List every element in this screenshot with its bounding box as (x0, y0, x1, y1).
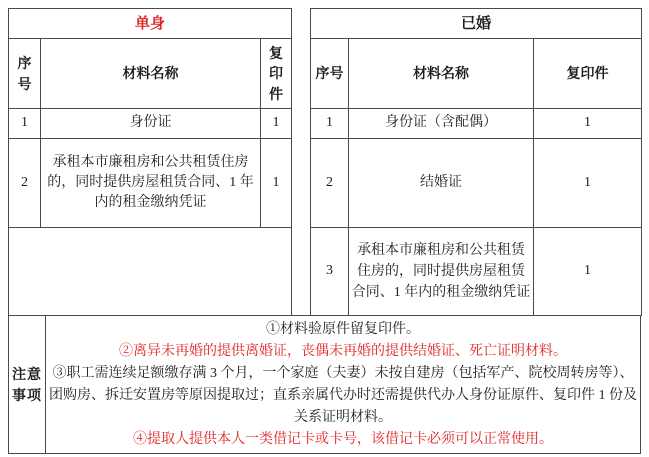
single-table-title: 单身 (9, 9, 292, 39)
notes-body (46, 316, 641, 454)
note-item-3: ③职工需连续足额缴存满 3 个月，一个家庭（夫妻）未按自建房（包括军产、院校周转房等）、团购房、拆迁安置房等原因提取过；直系亲属代办时还需提供代办人身份证原件、复印件 1 份及关系证明材料。 (49, 365, 637, 425)
row-index-cell: 1 (311, 109, 349, 139)
married-table-row-3 (311, 228, 642, 316)
notes-label: 注意事项 (9, 316, 46, 454)
single-table-empty-cell (9, 228, 292, 316)
material-name-cell: 身份证 (41, 109, 261, 139)
single-table-empty-row (9, 228, 292, 316)
copies-cell: 1 (261, 109, 292, 139)
single-table (8, 8, 292, 316)
single-table-row-2 (9, 139, 292, 228)
row-index-cell: 1 (9, 109, 41, 139)
note-item-2: ②离异未再婚的提供离婚证，丧偶未再婚的提供结婚证、死亡证明材料。 (119, 343, 567, 359)
single-col-header-index: 序号 (9, 39, 41, 109)
married-table-row-2 (311, 139, 642, 228)
material-name-cell: 结婚证 (349, 139, 534, 228)
material-name-cell: 身份证（含配偶） (349, 109, 534, 139)
married-table-row-1 (311, 109, 642, 139)
copies-cell: 1 (534, 139, 642, 228)
married-col-header-index: 序号 (311, 39, 349, 109)
single-table-header-row (9, 39, 292, 109)
note-item-4: ④提取人提供本人一类借记卡或卡号，该借记卡必须可以正常使用。 (133, 431, 553, 447)
row-index-cell: 2 (311, 139, 349, 228)
copies-cell: 1 (534, 228, 642, 316)
married-table-title-row (311, 9, 642, 39)
single-col-header-copies: 复印件 (261, 39, 292, 109)
married-col-header-name: 材料名称 (349, 39, 534, 109)
row-index-cell: 2 (9, 139, 41, 228)
note-item-1: ①材料验原件留复印件。 (266, 321, 420, 337)
notes-section (8, 315, 641, 454)
married-col-header-copies: 复印件 (534, 39, 642, 109)
material-name-cell: 承租本市廉租房和公共租赁住房的，同时提供房屋租赁合同、1 年内的租金缴纳凭证 (349, 228, 534, 316)
single-table-title-row (9, 9, 292, 39)
copies-cell: 1 (261, 139, 292, 228)
copies-cell: 1 (534, 109, 642, 139)
material-name-cell: 承租本市廉租房和公共租赁住房的，同时提供房屋租赁合同、1 年内的租金缴纳凭证 (41, 139, 261, 228)
married-table-title: 已婚 (311, 9, 642, 39)
married-table-header-row (311, 39, 642, 109)
notes-row (9, 316, 641, 454)
row-index-cell: 3 (311, 228, 349, 316)
married-table (310, 8, 642, 316)
single-table-row-1 (9, 109, 292, 139)
single-col-header-name: 材料名称 (41, 39, 261, 109)
